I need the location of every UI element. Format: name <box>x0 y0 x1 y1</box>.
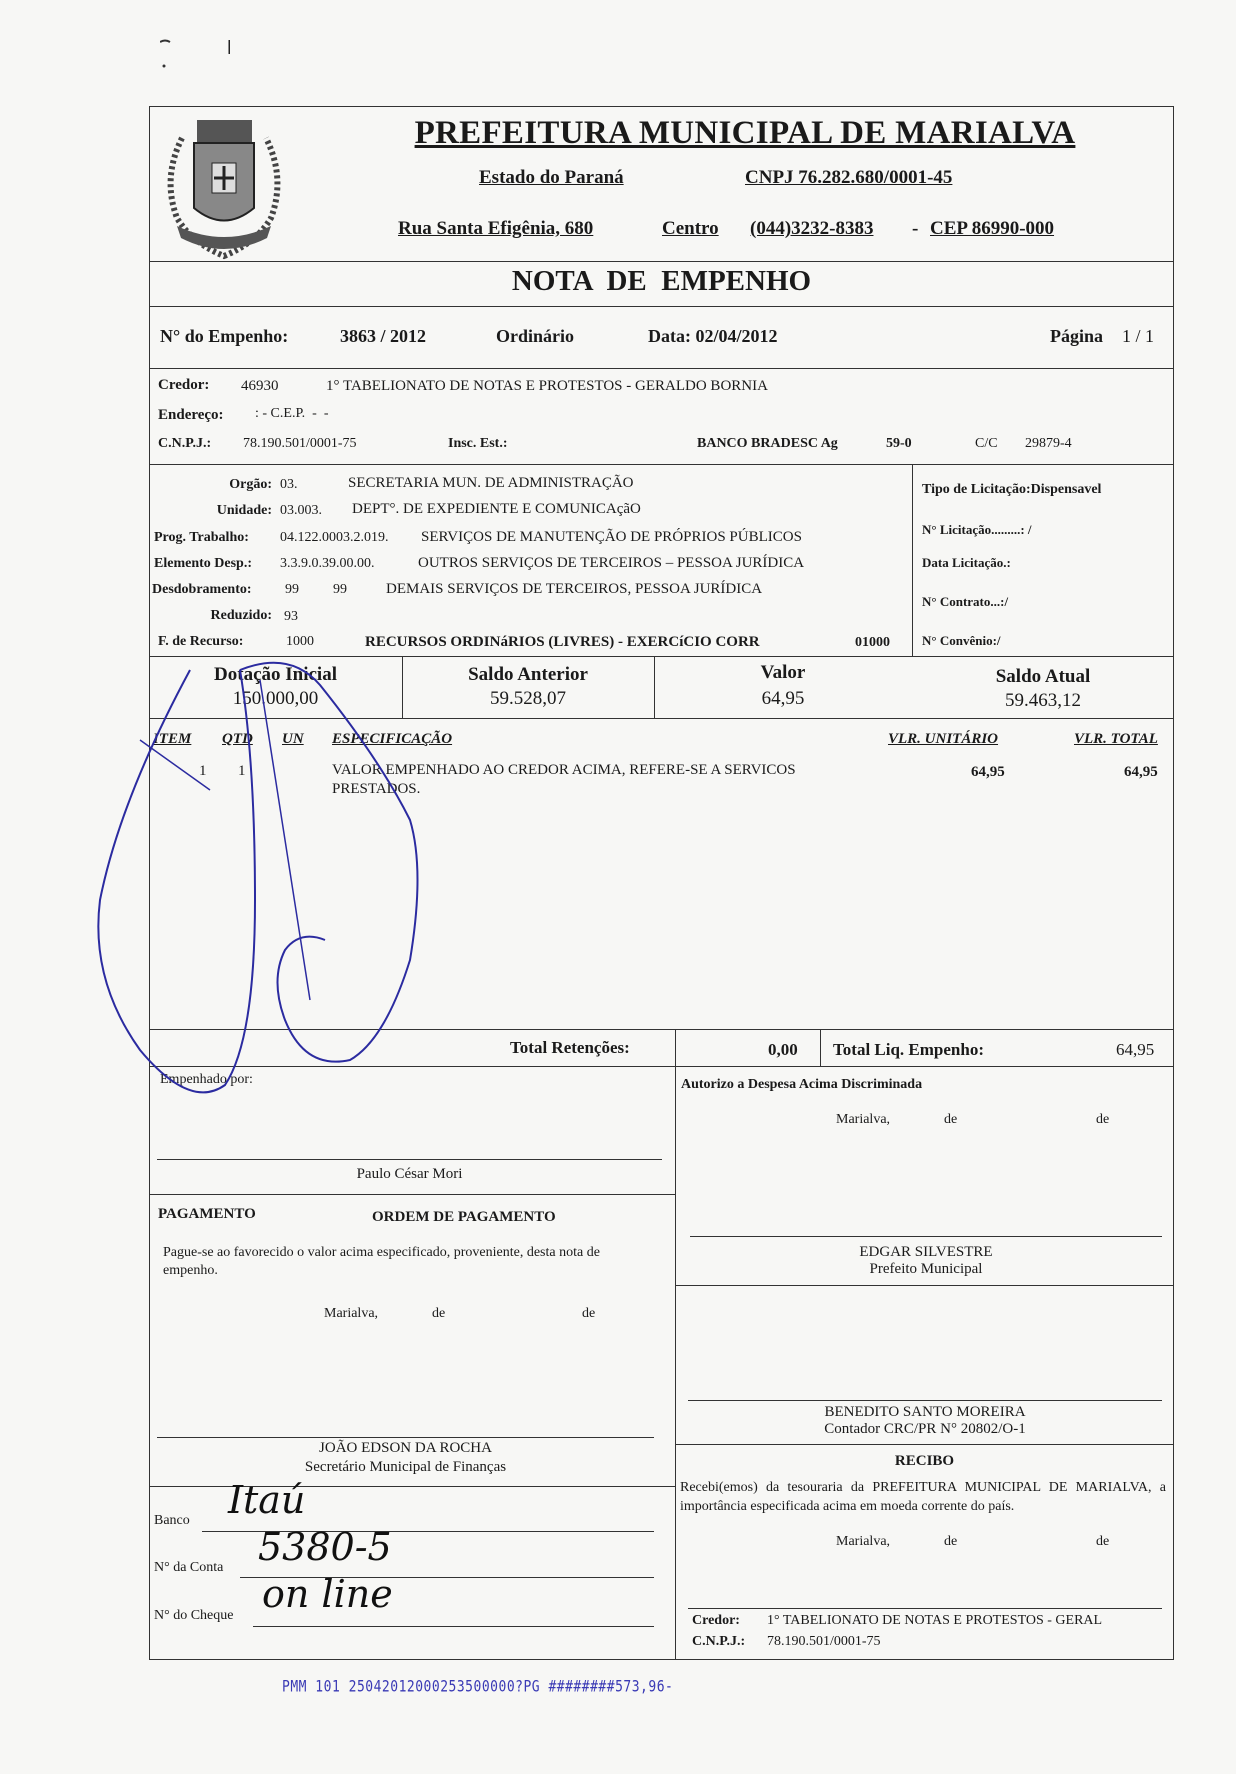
recibo-cnpj: 78.190.501/0001-75 <box>767 1634 881 1649</box>
divider <box>149 1194 675 1195</box>
signature-line <box>690 1236 1162 1237</box>
unidade-name: DEPT°. DE EXPEDIENTE E COMUNICAçãO <box>352 501 641 517</box>
divider <box>149 1029 1174 1030</box>
recibo-text: Recebi(emos) da tesouraria da PREFEITURA MUNICIPAL DE MARIALVA, a importância especificada acima em moeda corrente do país. <box>680 1480 1166 1514</box>
liq-empenho-label: Total Liq. Empenho: <box>833 1040 984 1059</box>
header-cep: CEP 86990-000 <box>930 218 1055 239</box>
elemento-name: OUTROS SERVIÇOS DE TERCEIROS – PESSOA JURÍDICA <box>418 555 805 571</box>
footer-stamp: PMM 101 25042012000253500000?PG ########573,96- <box>282 1678 674 1697</box>
header-phone: (044)3232-8383 <box>750 218 874 239</box>
orgao-label: Orgão: <box>229 477 272 492</box>
saldo-atual-label: Saldo Atual <box>995 666 1091 687</box>
header-cnpj: CNPJ 76.282.680/0001-45 <box>745 167 953 188</box>
reduzido-label: Reduzido: <box>210 608 272 623</box>
banco-agencia: 59-0 <box>886 436 912 451</box>
pagamento-de1: de <box>432 1306 446 1321</box>
autorizo-label: Autorizo a Despesa Acima Discriminada <box>681 1077 923 1092</box>
col-vlr-unitario: VLR. UNITÁRIO <box>888 731 999 747</box>
recurso-number: 01000 <box>855 635 890 650</box>
empenho-number: 3863 / 2012 <box>340 326 427 346</box>
empenho-date: Data: 02/04/2012 <box>648 326 778 346</box>
signature-line <box>157 1159 662 1160</box>
elemento-label: Elemento Desp.: <box>154 556 252 571</box>
saldo-anterior-value: 59.528,07 <box>490 688 566 709</box>
divider <box>675 1029 676 1066</box>
document-title: NOTA DE EMPENHO <box>511 265 812 297</box>
endereco-label: Endereço: <box>158 407 224 423</box>
header-address: Rua Santa Efigênia, 680 <box>398 218 594 239</box>
col-qtd: QTD <box>222 731 253 747</box>
endereco-value: : - C.E.P. - - <box>255 406 329 421</box>
prefeito-title: Prefeito Municipal <box>869 1261 983 1277</box>
pagamento-city: Marialva, <box>324 1306 379 1321</box>
coat-of-arms-logo <box>152 108 297 260</box>
recurso-code: 1000 <box>286 634 314 649</box>
header-title: PREFEITURA MUNICIPAL DE MARIALVA <box>414 115 1076 151</box>
prefeito-name: EDGAR SILVESTRE <box>859 1244 993 1260</box>
retencoes-value: 0,00 <box>768 1040 798 1059</box>
credor-cnpj: 78.190.501/0001-75 <box>243 436 357 451</box>
credor-name: 1° TABELIONATO DE NOTAS E PROTESTOS - GERALDO BORNIA <box>326 378 768 394</box>
desdobramento-name: DEMAIS SERVIÇOS DE TERCEIROS, PESSOA JURÍDICA <box>386 581 763 597</box>
scan-marks <box>160 36 230 56</box>
autorizo-de2: de <box>1096 1112 1110 1127</box>
item-qtd: 1 <box>238 763 246 779</box>
recibo-credor: 1° TABELIONATO DE NOTAS E PROTESTOS - GERAL <box>767 1613 1103 1628</box>
empenhado-label: Empenhado por: <box>160 1072 253 1087</box>
saldo-anterior-label: Saldo Anterior <box>468 664 588 685</box>
signature-line <box>157 1437 654 1438</box>
cheque-label: N° do Cheque <box>154 1608 234 1623</box>
divider <box>820 1029 821 1066</box>
credor-label: Credor: <box>158 377 210 393</box>
autorizo-city: Marialva, <box>836 1112 891 1127</box>
page-number: 1 / 1 <box>1122 326 1155 346</box>
secretario-title: Secretário Municipal de Finanças <box>304 1459 507 1475</box>
recurso-name: RECURSOS ORDINáRIOS (LIVRES) - EXERCíCIO CORR <box>365 634 760 650</box>
contador-name: BENEDITO SANTO MOREIRA <box>824 1404 1026 1420</box>
empenho-number-label: N° do Empenho: <box>160 326 289 346</box>
liq-empenho-value: 64,95 <box>1116 1040 1155 1059</box>
valor-value: 64,95 <box>761 688 805 709</box>
item-desc-line1: VALOR EMPENHADO AO CREDOR ACIMA, REFERE-SE A SERVICOS <box>332 762 796 778</box>
desdobramento-label: Desdobramento: <box>152 582 252 597</box>
contrato: N° Contrato...:/ <box>922 594 1009 609</box>
licitacao-tipo: Tipo de Licitação:Dispensavel <box>922 482 1102 497</box>
contador-title: Contador CRC/PR N° 20802/O-1 <box>824 1421 1026 1437</box>
convenio: N° Convênio:/ <box>922 633 1001 648</box>
pagamento-text: Pague-se ao favorecido o valor acima especificado, proveniente, desta nota de empenho. <box>163 1245 600 1278</box>
item-unit-value: 64,95 <box>971 764 1005 780</box>
item-total-value: 64,95 <box>1124 764 1158 780</box>
empenho-type: Ordinário <box>496 326 575 346</box>
dotacao-value: 150.000,00 <box>232 688 319 709</box>
conta-label: N° da Conta <box>154 1560 224 1575</box>
col-item: ITEM <box>153 731 192 747</box>
signature-line <box>688 1608 1162 1609</box>
prog-name: SERVIÇOS DE MANUTENÇÃO DE PRÓPRIOS PÚBLICOS <box>421 529 802 545</box>
recurso-label: F. de Recurso: <box>158 634 244 649</box>
prog-code: 04.122.0003.2.019. <box>280 530 389 545</box>
divider <box>149 718 1174 719</box>
banco-handwritten: Itaú <box>228 1478 306 1522</box>
signature-line <box>688 1400 1162 1401</box>
divider <box>912 464 913 656</box>
autorizo-de1: de <box>944 1112 958 1127</box>
recibo-label: RECIBO <box>894 1453 955 1469</box>
header-district: Centro <box>662 218 719 239</box>
header-state: Estado do Paraná <box>479 167 624 188</box>
divider <box>149 464 1174 465</box>
ordem-pagamento-label: ORDEM DE PAGAMENTO <box>372 1209 556 1225</box>
retencoes-label: Total Retenções: <box>510 1038 630 1057</box>
valor-label: Valor <box>760 662 806 683</box>
col-un: UN <box>282 731 304 747</box>
cc-label: C/C <box>975 436 998 451</box>
unidade-label: Unidade: <box>216 503 272 518</box>
empenhado-name: Paulo César Mori <box>356 1166 463 1182</box>
licitacao-numero: N° Licitação.........: / <box>922 522 1032 537</box>
item-number: 1 <box>199 763 207 779</box>
col-especificacao: ESPECIFICAÇÃO <box>332 731 453 747</box>
banco-name: BANCO BRADESC Ag <box>697 436 838 451</box>
licitacao-data: Data Licitação.: <box>922 555 1011 570</box>
pagamento-label: PAGAMENTO <box>158 1206 256 1222</box>
reduzido-value: 93 <box>284 609 298 624</box>
header-sep: - <box>912 218 919 239</box>
item-desc-line2: PRESTADOS. <box>332 781 421 797</box>
divider <box>149 261 1174 262</box>
insc-label: Insc. Est.: <box>448 436 508 451</box>
orgao-name: SECRETARIA MUN. DE ADMINISTRAÇÃO <box>348 475 634 491</box>
desdobramento-code1: 99 <box>285 582 299 597</box>
cheque-line <box>253 1626 654 1627</box>
unidade-code: 03.003. <box>280 503 322 518</box>
cc-value: 29879-4 <box>1025 436 1072 451</box>
recibo-de2: de <box>1096 1534 1110 1549</box>
credor-code: 46930 <box>241 378 279 394</box>
divider <box>149 1066 1174 1067</box>
secretario-name: JOÃO EDSON DA ROCHA <box>319 1440 492 1456</box>
recibo-cnpj-label: C.N.P.J.: <box>692 1634 746 1649</box>
divider <box>149 368 1174 369</box>
recibo-credor-label: Credor: <box>692 1613 740 1628</box>
dotacao-label: Dotação Inicial <box>214 664 337 685</box>
banco-label: Banco <box>154 1513 190 1528</box>
saldo-atual-value: 59.463,12 <box>1005 690 1081 711</box>
orgao-code: 03. <box>280 477 298 492</box>
page-label: Página <box>1050 326 1104 346</box>
divider <box>675 1444 1174 1445</box>
divider <box>149 306 1174 307</box>
credor-cnpj-label: C.N.P.J.: <box>158 436 212 451</box>
divider <box>675 1285 1174 1286</box>
prog-label: Prog. Trabalho: <box>154 530 249 545</box>
recibo-city: Marialva, <box>836 1534 891 1549</box>
desdobramento-code2: 99 <box>333 582 347 597</box>
conta-handwritten: 5380-5 <box>258 1525 392 1569</box>
cheque-handwritten: on line <box>262 1572 393 1616</box>
recibo-de1: de <box>944 1534 958 1549</box>
col-vlr-total: VLR. TOTAL <box>1074 731 1158 747</box>
pagamento-de2: de <box>582 1306 596 1321</box>
elemento-code: 3.3.9.0.39.00.00. <box>280 556 375 571</box>
divider <box>675 1066 676 1660</box>
divider <box>149 656 1174 657</box>
